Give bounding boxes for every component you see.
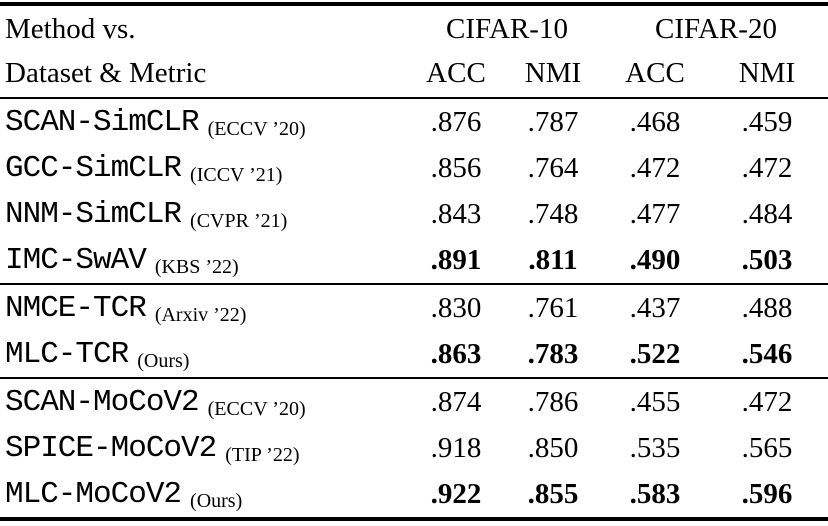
- table-row: [0, 379, 828, 425]
- method-column-label-line2: Dataset & Metric: [5, 57, 207, 89]
- metric-value: .783: [527, 337, 579, 370]
- metric-value: .546: [741, 337, 793, 370]
- metric-value: .477: [629, 197, 681, 230]
- metric-header-nmi-cifar10: NMI: [524, 56, 582, 89]
- method-cell: [0, 243, 410, 278]
- metric-value: .522: [629, 337, 681, 370]
- method-venue: (Arxiv ’22): [149, 303, 247, 326]
- method-cell: [0, 151, 410, 186]
- table-row: [0, 145, 828, 191]
- method-cell: [0, 385, 410, 420]
- metric-value: .786: [527, 385, 579, 418]
- metric-value: .891: [430, 243, 482, 276]
- metric-value: .787: [527, 105, 579, 138]
- metric-value: .863: [430, 337, 482, 370]
- method-name: IMC-SwAV: [5, 242, 146, 278]
- metric-value: .583: [629, 477, 681, 510]
- metric-value: .856: [430, 151, 482, 184]
- metric-value: .472: [629, 151, 681, 184]
- table-header: [0, 6, 828, 97]
- metric-value: .484: [741, 197, 793, 230]
- dataset-header-cifar10: CIFAR-10: [446, 12, 568, 45]
- method-venue: (KBS ’22): [149, 255, 239, 278]
- metric-value: .459: [741, 105, 793, 138]
- metric-value: .876: [430, 105, 482, 138]
- metric-value: .761: [527, 291, 579, 324]
- header-line-1: [0, 7, 828, 51]
- metric-value: .503: [741, 243, 793, 276]
- metric-value: .830: [430, 291, 482, 324]
- method-name: SCAN-MoCoV2: [5, 384, 199, 420]
- metric-value: .488: [741, 291, 793, 324]
- method-venue: (Ours): [132, 349, 190, 372]
- metric-value: .455: [629, 385, 681, 418]
- method-name: NNM-SimCLR: [5, 196, 182, 232]
- method-cell: [0, 431, 410, 466]
- metric-value: .490: [629, 243, 681, 276]
- method-cell: [0, 291, 410, 326]
- method-cell: [0, 105, 410, 140]
- metric-value: .472: [741, 151, 793, 184]
- method-name: SPICE-MoCoV2: [5, 430, 217, 466]
- metric-value: .764: [527, 151, 579, 184]
- metric-value: .918: [430, 431, 482, 464]
- header-line-2: [0, 51, 828, 95]
- bottom-rule: [0, 517, 828, 521]
- method-column-label-line1: Method vs.: [5, 13, 136, 45]
- metric-header-nmi-cifar20: NMI: [738, 56, 796, 89]
- metric-header-acc-cifar10: ACC: [426, 56, 486, 89]
- metric-value: .843: [430, 197, 482, 230]
- table-row: [0, 237, 828, 283]
- method-venue: (Ours): [185, 489, 243, 512]
- table-row: [0, 99, 828, 145]
- metric-value: .874: [430, 385, 482, 418]
- metric-value: .596: [741, 477, 793, 510]
- method-venue: (ICCV ’21): [185, 163, 283, 186]
- method-venue: (TIP ’22): [220, 443, 300, 466]
- row-group: [0, 99, 828, 283]
- method-cell: [0, 477, 410, 512]
- method-name: GCC-SimCLR: [5, 150, 182, 186]
- method-cell: [0, 337, 410, 372]
- dataset-header-cifar20: CIFAR-20: [655, 12, 777, 45]
- metric-value: .850: [527, 431, 579, 464]
- method-venue: (ECCV ’20): [202, 397, 306, 420]
- table-row: [0, 285, 828, 331]
- table-row: [0, 331, 828, 377]
- method-name: SCAN-SimCLR: [5, 104, 199, 140]
- row-group: [0, 285, 828, 377]
- table-row: [0, 191, 828, 237]
- metric-value: .535: [629, 431, 681, 464]
- metric-value: .748: [527, 197, 579, 230]
- table-row: [0, 425, 828, 471]
- method-name: NMCE-TCR: [5, 290, 146, 326]
- metric-value: .855: [527, 477, 579, 510]
- row-group: [0, 379, 828, 517]
- method-name: MLC-TCR: [5, 336, 129, 372]
- method-name: MLC-MoCoV2: [5, 476, 182, 512]
- metric-value: .468: [629, 105, 681, 138]
- table-row: [0, 471, 828, 517]
- method-venue: (ECCV ’20): [202, 117, 306, 140]
- metric-value: .811: [528, 243, 578, 276]
- method-cell: [0, 197, 410, 232]
- metric-value: .922: [430, 477, 482, 510]
- metric-header-acc-cifar20: ACC: [625, 56, 685, 89]
- metric-value: .437: [629, 291, 681, 324]
- metric-value: .472: [741, 385, 793, 418]
- method-venue: (CVPR ’21): [185, 209, 288, 232]
- metric-value: .565: [741, 431, 793, 464]
